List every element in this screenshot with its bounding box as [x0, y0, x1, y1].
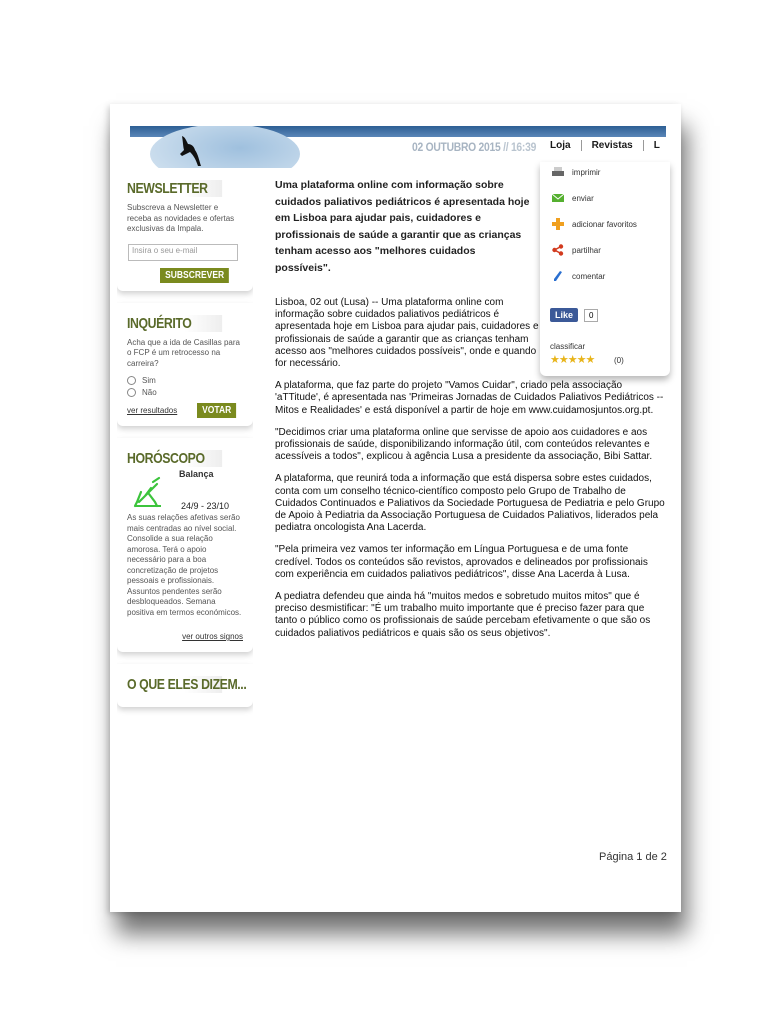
article-tools	[540, 162, 670, 376]
like-count: 0	[584, 309, 598, 322]
newsletter-box	[117, 170, 253, 291]
radio-nao[interactable]	[127, 388, 136, 397]
share-icon	[552, 244, 564, 256]
envelope-icon	[552, 192, 564, 204]
horoscope-text: As suas relações afetivas serão mais centradas ao nível social. Consolide a sua relação amorosa. Terá o apoio necessário para a boa concretização de projetos pessoais e profissionais. Assuntos pendentes serão desbloqueados. Semana positiva em termos económicos.	[127, 513, 242, 617]
article-lead: Uma plataforma online com informação sobre cuidados paliativos pediátricos é apresentada hoje em Lisboa para ajudar pais, cuidadores e profissionais de saúde a garantir que as crianças tenham acesso aos "melhores cuidados possíveis".	[275, 179, 530, 274]
rating-stars[interactable]: ★★★★★	[550, 354, 595, 366]
horoscope-dates: 24/9 - 23/10	[181, 501, 230, 511]
pen-icon	[552, 270, 564, 282]
horoscope-box	[117, 438, 253, 652]
comment-action[interactable]: comentar	[552, 270, 605, 282]
poll-results-link[interactable]: ver resultados	[127, 406, 178, 415]
header-date: 02 OUTUBRO 2015 // 16:39	[412, 140, 537, 154]
newsletter-text: Subscreva a Newsletter e receba as novidades e ofertas exclusivas da Impala.	[127, 203, 235, 233]
left-sidebar	[117, 170, 253, 745]
plus-icon	[552, 218, 564, 230]
nav-more[interactable]: L	[643, 140, 666, 151]
newsletter-title: NEWSLETTER	[127, 180, 222, 197]
subscribe-button[interactable]: SUBSCREVER	[160, 268, 229, 283]
quotes-title: O QUE ELES DIZEM...	[127, 676, 247, 693]
article-paragraph: Lisboa, 02 out (Lusa) -- Uma plataforma online com informação sobre cuidados paliativos pediátricos é apresentada hoje em Lisboa para ajudar pais, cuidadores e profissionais de saúde a garantir que as crianças tenham acesso aos "melhores cuidados possíveis", onde e quando for necessário.	[275, 297, 539, 370]
libra-icon	[131, 472, 171, 512]
printer-icon	[552, 166, 564, 178]
article-paragraph: "Decidimos criar uma plataforma online que servisse de apoio aos cuidadores e aos profissionais de saúde, disponibilizando informação útil, com conteúdos relevantes e acessíveis a todos", explicou à agência Lusa a presidente da associação, Bibi Sattar.	[275, 426, 653, 463]
nav-revistas[interactable]: Revistas	[581, 140, 643, 151]
facebook-like[interactable]	[550, 308, 598, 322]
radio-sim[interactable]	[127, 376, 136, 385]
more-signs-link[interactable]: ver outros signos	[182, 632, 243, 641]
rating-votes: (0)	[614, 356, 624, 365]
poll-option-nao[interactable]: Não	[127, 388, 243, 397]
article-paragraph: A plataforma, que faz parte do projeto "Vamos Cuidar", criado pela associação 'aTTitude', é apresentada nas 'Primeiras Jornadas de Cuidados Paliativos Pediátricos -- Mitos e Realidades' e está disponível a partir de hoje em www.cuidamosjuntos.org.pt.	[275, 380, 664, 416]
antelope-logo-icon	[168, 132, 206, 168]
send-action[interactable]: enviar	[552, 192, 594, 204]
share-action[interactable]: partilhar	[552, 244, 601, 256]
top-nav	[548, 140, 666, 151]
horoscope-sign: Balança	[179, 469, 214, 479]
rate-label: classificar	[550, 342, 586, 351]
print-action[interactable]: imprimir	[552, 166, 600, 178]
article-paragraph: "Pela primeira vez vamos ter informação em Língua Portuguesa e de uma fonte credível. Todos os conteúdos são revistos, aprovados e delineados por profissionais com experiência em cuidados paliativos pediátricos", disse Ana Lacerda à Lusa.	[275, 544, 648, 580]
horoscope-title: HORÓSCOPO	[127, 450, 222, 467]
like-button[interactable]: Like	[550, 308, 578, 322]
quotes-box	[117, 664, 253, 707]
poll-question: Acha que a ida de Casillas para o FCP é um retrocesso na carreira?	[127, 337, 240, 368]
page-number: Página 1 de 2	[599, 851, 667, 863]
nav-loja[interactable]: Loja	[550, 140, 571, 151]
email-field[interactable]: Insira o seu e-mail	[128, 244, 238, 261]
favorite-action[interactable]: adicionar favoritos	[552, 218, 637, 230]
article-paragraph: A pediatra defendeu que ainda há "muitos medos e sobretudo muitos mitos" que é preciso desmistificar: "É um trabalho muito importante que é preciso fazer para que tanto o público como os profissionais de saúde percebam efetivamente o que são os cuidados paliativos pediátricos e quais são os seus objetivos".	[275, 591, 651, 639]
poll-box	[117, 303, 253, 427]
article-paragraph: A plataforma, que reunirá toda a informação que está dispersa sobre estes cuidados, conta com um conselho técnico-científico composto pelo Grupo de Trabalho de Cuidados Continuados e Paliativos da Sociedade Portuguesa de Pediatria e pelo Grupo de Apoio à Pediatria da Associação Portuguesa de Cuidados Paliativos, liderados pela pediatra oncologista Ana Lacerda.	[275, 473, 665, 534]
vote-button[interactable]: VOTAR	[197, 403, 236, 418]
poll-title: INQUÉRITO	[127, 315, 222, 332]
poll-option-sim[interactable]: Sim	[127, 376, 243, 385]
